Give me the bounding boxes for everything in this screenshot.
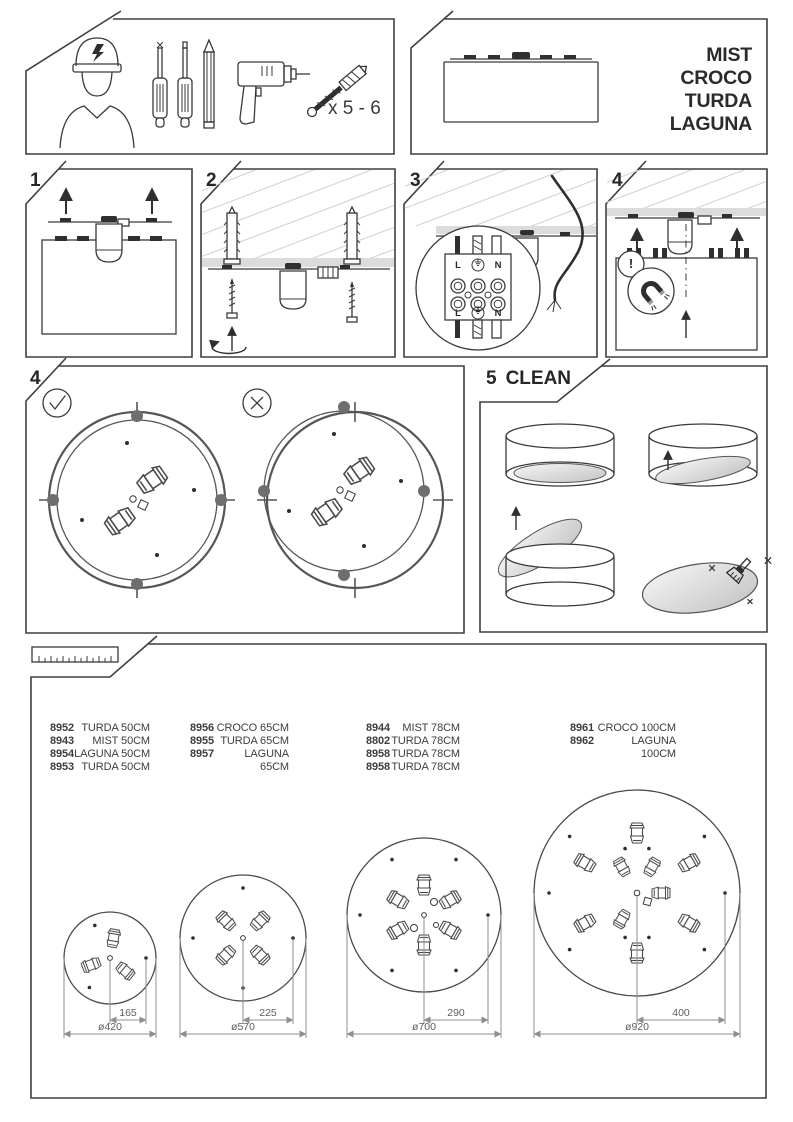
incorrect-placement xyxy=(257,401,453,598)
model-name: LAGUNA xyxy=(669,113,752,135)
product-row: 8958 TURDA 78CM xyxy=(366,761,460,773)
flat-screwdriver-icon xyxy=(178,42,192,127)
warning-exclamation: ! xyxy=(628,256,634,271)
product-row: 8944 MIST 78CM xyxy=(366,722,460,734)
spacing-label-420: 165 xyxy=(119,1007,137,1019)
product-row: 8962 LAGUNA 100CM xyxy=(570,735,676,760)
disc-cleaning xyxy=(639,554,774,620)
step-5-title: CLEAN xyxy=(505,368,572,389)
step-5-number: 5 xyxy=(486,368,497,389)
clean-illustration xyxy=(491,424,775,620)
product-row: 8957 LAGUNA 65CM xyxy=(190,748,289,773)
wall-plug-left xyxy=(224,207,240,264)
spacing-label-570: 225 xyxy=(259,1007,277,1019)
step-5-header xyxy=(486,368,571,390)
product-row: 8956 CROCO 65CM xyxy=(190,722,289,734)
drum-disc-lifting xyxy=(649,424,757,489)
product-row: 8961 CROCO 100CM xyxy=(570,722,676,734)
model-name: TURDA xyxy=(684,90,752,112)
step-1-illustration xyxy=(42,190,176,334)
diameter-label-920: ø920 xyxy=(625,1021,649,1033)
rotate-arrow-icon xyxy=(212,342,246,353)
step-3-number: 3 xyxy=(410,170,421,191)
product-group-100cm xyxy=(570,722,676,761)
ruler-icon xyxy=(32,647,118,662)
diagram-920 xyxy=(534,790,740,1038)
check-icon xyxy=(43,389,71,417)
product-row: 8943 MIST 50CM xyxy=(50,735,150,747)
diameter-label-420: ø420 xyxy=(98,1021,122,1033)
worker-icon xyxy=(60,38,134,148)
product-row: 8954 LAGUNA 50CM xyxy=(50,748,151,760)
correct-placement xyxy=(39,402,235,598)
screwdriver-icon xyxy=(153,42,167,127)
wall-plug-right xyxy=(344,207,360,264)
product-group-65cm xyxy=(190,722,289,774)
orientation-illustration xyxy=(39,389,453,598)
cable-wire-ends xyxy=(547,300,561,312)
step-2-number: 2 xyxy=(206,170,217,191)
step-4-number: 4 xyxy=(612,170,623,191)
terminal-label-neutral-bottom: N xyxy=(494,308,502,319)
spacing-label-920: 400 xyxy=(672,1007,690,1019)
drum-disc-removal xyxy=(491,508,614,606)
pencil-icon xyxy=(204,40,214,128)
plug-count-label: x 5 - 6 xyxy=(328,98,381,119)
drum-closed xyxy=(506,424,614,486)
tools-panel-illustration xyxy=(60,38,370,148)
product-row: 8952 TURDA 50CM xyxy=(50,722,150,734)
terminal-label-live-bottom: L xyxy=(455,308,461,319)
drill-icon xyxy=(238,62,310,124)
step-2-illustration xyxy=(190,115,400,353)
model-names xyxy=(614,44,752,136)
product-row: 8802 TURDA 78CM xyxy=(366,735,460,747)
model-name: CROCO xyxy=(680,67,752,89)
model-name: MIST xyxy=(706,44,752,66)
product-group-78cm xyxy=(366,722,460,774)
product-row: 8953 TURDA 50CM xyxy=(50,761,150,773)
diameter-label-570: ø570 xyxy=(231,1021,255,1033)
screw-icon-right xyxy=(347,281,357,322)
step-1-number: 1 xyxy=(30,170,41,191)
screw-icon-left xyxy=(227,278,237,318)
product-row: 8958 TURDA 78CM xyxy=(366,748,460,760)
diagram-420 xyxy=(64,912,156,1038)
step-4b-number: 4 xyxy=(30,368,41,389)
terminal-label-neutral-top: N xyxy=(494,260,502,271)
diameter-label-700: ø700 xyxy=(412,1021,436,1033)
product-row: 8955 TURDA 65CM xyxy=(190,735,289,747)
product-group-50cm xyxy=(50,722,150,774)
lamp-side-view xyxy=(444,52,598,122)
terminal-label-live-top: L xyxy=(455,260,461,271)
spacing-label-700: 290 xyxy=(447,1007,465,1019)
